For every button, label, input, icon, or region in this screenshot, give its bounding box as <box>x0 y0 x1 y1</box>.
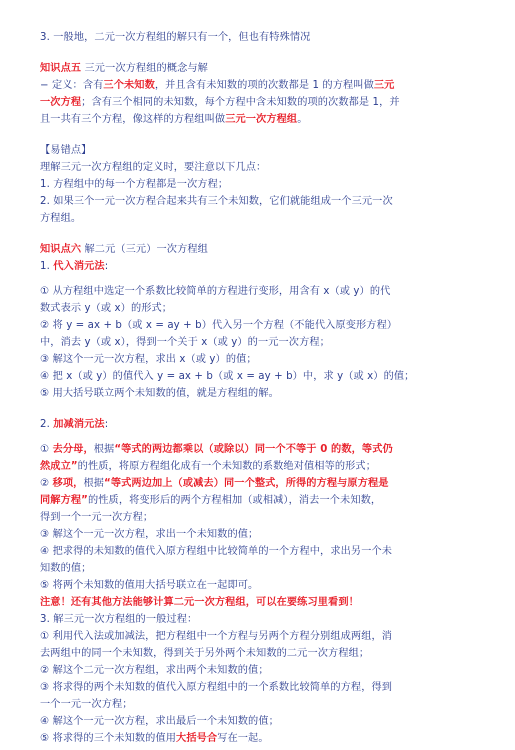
error-prone-line-1: 理解三元一次方程组的定义时，要注意以下几点： <box>40 162 267 173</box>
substitution-step-line: ② 将 y = ax + b（或 x = ay + b）代入另一个方程（不能代入原变形方程） <box>40 320 398 331</box>
highlight-span: “等式两边加上（或减去）同一个整式，所得的方程与原方程是 <box>104 478 389 489</box>
text-span: ② <box>40 478 53 489</box>
substitution-step-line: ③ 解这个一元一次方程，求出 x（或 y）的值； <box>40 354 257 365</box>
text-span: 写在一起。 <box>217 733 269 744</box>
substitution-method-heading <box>40 260 108 274</box>
text-span: ⑤ 将求得的三个未知数的值用 <box>40 733 177 744</box>
elimination-method-heading <box>40 418 108 432</box>
text-span: 1. <box>40 261 54 272</box>
error-prone-line-4: 方程组。 <box>40 213 82 224</box>
error-prone-line-3: 2. 如果三个一元一次方程合起来共有三个未知数，它们就能组成一个三元一次 <box>40 196 393 207</box>
highlight-span: 三个未知数 <box>103 80 155 91</box>
three-var-step-line: ③ 将求得的两个未知数的值代入原方程组中的一个系数比较简单的方程，得到 <box>40 682 393 693</box>
knowledge-point-6-heading <box>40 243 208 257</box>
definition-line-3 <box>40 113 308 127</box>
highlight-span: 三元一次方程组 <box>225 114 298 125</box>
text-span: 根据 <box>93 444 115 455</box>
highlight-span: 一次方程 <box>40 97 82 108</box>
elimination-step-line <box>40 443 393 457</box>
highlight-span: 移项， <box>52 478 84 489</box>
text-span: 。 <box>297 114 308 125</box>
three-var-step-line <box>40 732 269 746</box>
three-var-step-line: 去两组中的同一个未知数，得到关于另外两个未知数的二元一次方程组； <box>40 648 370 659</box>
highlight-span: 去分母， <box>52 444 94 455</box>
definition-line-1 <box>40 79 394 93</box>
substitution-step-line: 中，消去 y（或 x），得到一个关于 x（或 y）的一元一次方程； <box>40 337 330 348</box>
text-span: 且一共有三个方程，像这样的方程组叫做 <box>40 114 226 125</box>
highlight-span: 三元 <box>373 80 395 91</box>
text-span: ；含有三个相同的未知数，每个方程中含未知数的项的次数都是 1，并 <box>81 97 400 108</box>
substitution-step-line: ④ 把 x（或 y）的值代入 y = ax + b（或 x = ay + b）中，求 y（或 x）的值； <box>40 371 415 382</box>
section-title: 解二元（三元）一次方程组 <box>81 244 208 255</box>
highlight-span: “等式的两边都乘以（或除以）同一个不等于 0 的数，等式仍 <box>114 444 393 455</box>
text-span: 2. <box>40 419 54 430</box>
text-span: ，并且含有未知数的项的次数都是 1 的方程叫做 <box>154 80 374 91</box>
elimination-step-line: ⑤ 将两个未知数的值用大括号联立在一起即可。 <box>40 580 259 591</box>
method-name: 代入消元法 <box>53 261 105 272</box>
three-var-step-line: 一个一元一次方程； <box>40 699 133 710</box>
three-var-process-heading: 3. 解三元一次方程组的一般过程： <box>40 614 198 625</box>
elimination-step-line: ④ 把求得的未知数的值代入原方程组中比较简单的一个方程中，求出另一个未 <box>40 546 393 557</box>
text-span: 根据 <box>83 478 105 489</box>
highlight-span: 同解方程” <box>40 495 88 506</box>
error-prone-line-2: 1. 方程组中的每一个方程都是一次方程； <box>40 179 229 190</box>
text-span: 的性质，将变形后的两个方程相加（或相减），消去一个未知数， <box>87 495 382 506</box>
section-title: 三元一次方程组的概念与解 <box>81 63 208 74</box>
elimination-step-line: ③ 解这个一元一次方程，求出一个未知数的值； <box>40 529 259 540</box>
elimination-step-line <box>40 494 381 508</box>
substitution-step-line: ① 从方程组中选定一个系数比较简单的方程进行变形，用含有 x（或 y）的代 <box>40 286 391 297</box>
knowledge-point-label: 知识点五 <box>40 63 82 74</box>
text-span: 的性质，将原方程组化成有一个未知数的系数绝对值相等的形式； <box>77 461 377 472</box>
text-span: ① <box>40 444 53 455</box>
text-span: : <box>104 261 109 272</box>
elimination-step-line: 得到一个一元一次方程； <box>40 512 154 523</box>
elimination-step-line <box>40 477 389 491</box>
three-var-step-line: ① 利用代入法或加减法，把方程组中一个方程与另两个方程分别组成两组，消 <box>40 631 393 642</box>
elimination-step-line: 知数的值； <box>40 563 92 574</box>
text-span: − 定义：含有 <box>40 80 104 91</box>
highlight-span: 大括号合 <box>176 733 218 744</box>
three-var-step-line: ② 解这个二元一次方程组，求出两个未知数的值； <box>40 665 269 676</box>
definition-line-2 <box>40 96 400 110</box>
text-span: : <box>104 419 109 430</box>
attention-note: 注意！还有其他方法能够计算二元一次方程组，可以在要练习里看到！ <box>40 597 359 608</box>
three-var-step-line: ④ 解这个一元一次方程，求出最后一个未知数的值； <box>40 716 279 727</box>
knowledge-point-5-heading <box>40 62 208 76</box>
elimination-step-line <box>40 460 376 474</box>
knowledge-point-label: 知识点六 <box>40 244 82 255</box>
highlight-span: 然成立” <box>40 461 78 472</box>
error-prone-heading: 【易错点】 <box>40 145 92 156</box>
method-name: 加减消元法 <box>53 419 105 430</box>
substitution-step-line: ⑤ 用大括号联立两个未知数的值，就是方程组的解。 <box>40 388 279 399</box>
special-case-line: 3. 一般地，二元一次方程组的解只有一个，但也有特殊情况 <box>40 32 311 43</box>
substitution-step-line: 数式表示 y（或 x）的形式； <box>40 303 173 314</box>
